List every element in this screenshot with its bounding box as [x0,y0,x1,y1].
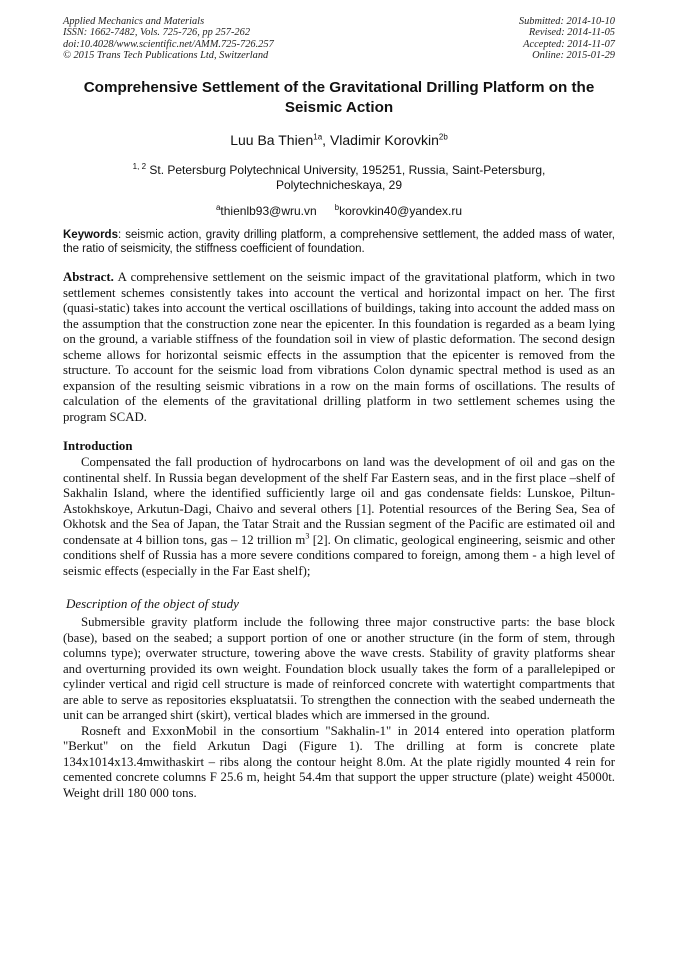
affiliation [100,163,578,193]
introduction-section [63,455,615,579]
date-submitted: Submitted: 2014-10-10 [518,16,615,27]
date-online: Online: 2015-01-29 [532,50,615,62]
description-heading: Description of the object of study [66,596,239,611]
date-accepted: Accepted: 2014-11-07 [523,38,615,50]
introduction-text-2: [2]. On climatic, geological engineering, seismic and other conditions shelf of Russia has a more severe conditions compared to foreign, among them - a high level of seismic effects (especially in the Far East shelf); [63,532,615,578]
journal-info [63,16,274,62]
submission-dates [519,16,615,62]
author-1-mark: 1a [313,132,323,142]
description-section [63,615,615,801]
description-paragraph-2: Rosneft and ExxonMobil in the consortium "Sakhalin-1" in 2014 entered into operation platform "Berkut" on the field Arkutun Dagi (Figure 1). The drilling at form is concrete plate 134x1014x13.4mwithaskirt – ribs along the contour height 8.0m. At the plate rigidly mounted 4 rein for cemented concrete columns F 25.6 m, height 54.4m that support the upper structure (plate) weight 45000t. Weight drill 180 000 tons. [63,723,615,800]
email-a-mark: a [215,203,221,212]
journal-name: Applied Mechanics and Materials [63,16,205,27]
introduction-heading: Introduction [63,439,133,453]
description-paragraph-1: Submersible gravity platform include the following three major constructive parts: the base block (base), based on the seabed; a support portion of one or another structure (in the form of stem, through columns type); overwater structure, towering above the wave crests. Stability of gravity platforms shear and overturning provided its own weight. Foundation block usually takes the form of a parallelepiped or cylinder vertical and rigid cell structure is made of reinforced concrete with watertight compartments that are able to serve as repositories ekspluаtatsii. To strengthen the connection with the seabed underneath the unit can be arranged shirt (skirt), vertical blades which are immersed in the ground. [63,615,615,722]
journal-doi: doi:10.4028/www.scientific.net/AMM.725-726.257 [63,38,274,50]
author-2: Vladimir Korovkin [329,132,439,148]
affiliation-text: St. Petersburg Polytechnical University, 195251, Russia, Saint-Petersburg, Polytechnicheskaya, 29 [146,163,546,192]
introduction-text-1: Compensated the fall production of hydrocarbons on land was the development of oil and gas on the continental shelf. In Russia began development of the shelf Far Eastern seas, and in the first place –shelf of Sakhalin Island, where the identified sufficiently large oil and gas condensate fields: Lunskoe, Piltun-Astokhskoye, Arkutun-Dagi, Chaivo and several others [1]. Potential resources of the Bering Sea, Sea of Okhotsk and the Sea of Japan, the Tatar Strait and the Russian segment of the Pacific are estimated oil and condensate at 4 billion tons, gas – 12 trillion m [63,455,615,547]
introduction-paragraph [63,455,615,579]
journal-copyright: © 2015 Trans Tech Publications Ltd, Switzerland [63,50,269,62]
keywords-label: Keywords [63,229,118,241]
email-a[interactable]: thienlb93@wru.vn [220,204,317,218]
author-2-mark: 2b [438,132,448,142]
abstract-label: Abstract. [63,270,114,284]
author-separator: , [322,132,330,148]
cubic-superscript: 3 [305,531,310,541]
email-list [60,204,618,219]
keywords-text: : seismic action, gravity drilling platform, a comprehensive settlement, the added mass of water, the ratio of seismicity, the stiffness coefficient of foundation. [63,229,615,256]
email-b[interactable]: korovkin40@yandex.ru [339,204,463,218]
author-list [60,131,618,149]
email-b-mark: b [334,203,340,212]
abstract-text: A comprehensive settlement on the seismic impact of the gravitational platform, which in two settlement schemes consistently takes into account the vertical and horizontal impact on her. The first (quasi-static) takes into account the vertical oscillations of buildings, taking into account the added mass on the assumption that the construction zone near the epicenter. In this foundation is regarded as a beam lying on the ground, a variable stiffness of the foundation soil in view of plastic deformation. The second design scheme allows for horizontal seismic effects in the assumption that the epicenter is removed from the structure. To account for the seismic load from vibrations Colon dynamic spectral method is used as an expansion of the resulting seismic vibrations in a row on the main forms of oscillations. The results of calculation of the elements of the gravitational drilling platform in two settlement schemes using the program SCAD. [63,270,615,424]
abstract [63,270,615,425]
keywords [63,228,615,257]
date-revised: Revised: 2014-11-05 [528,27,615,39]
author-1: Luu Ba Thien [230,132,314,148]
paper-title: Comprehensive Settlement of the Gravitational Drilling Platform on the Seismic Action [83,79,595,116]
affiliation-mark: 1, 2 [132,162,147,171]
journal-issn: ISSN: 1662-7482, Vols. 725-726, pp 257-262 [63,27,251,39]
